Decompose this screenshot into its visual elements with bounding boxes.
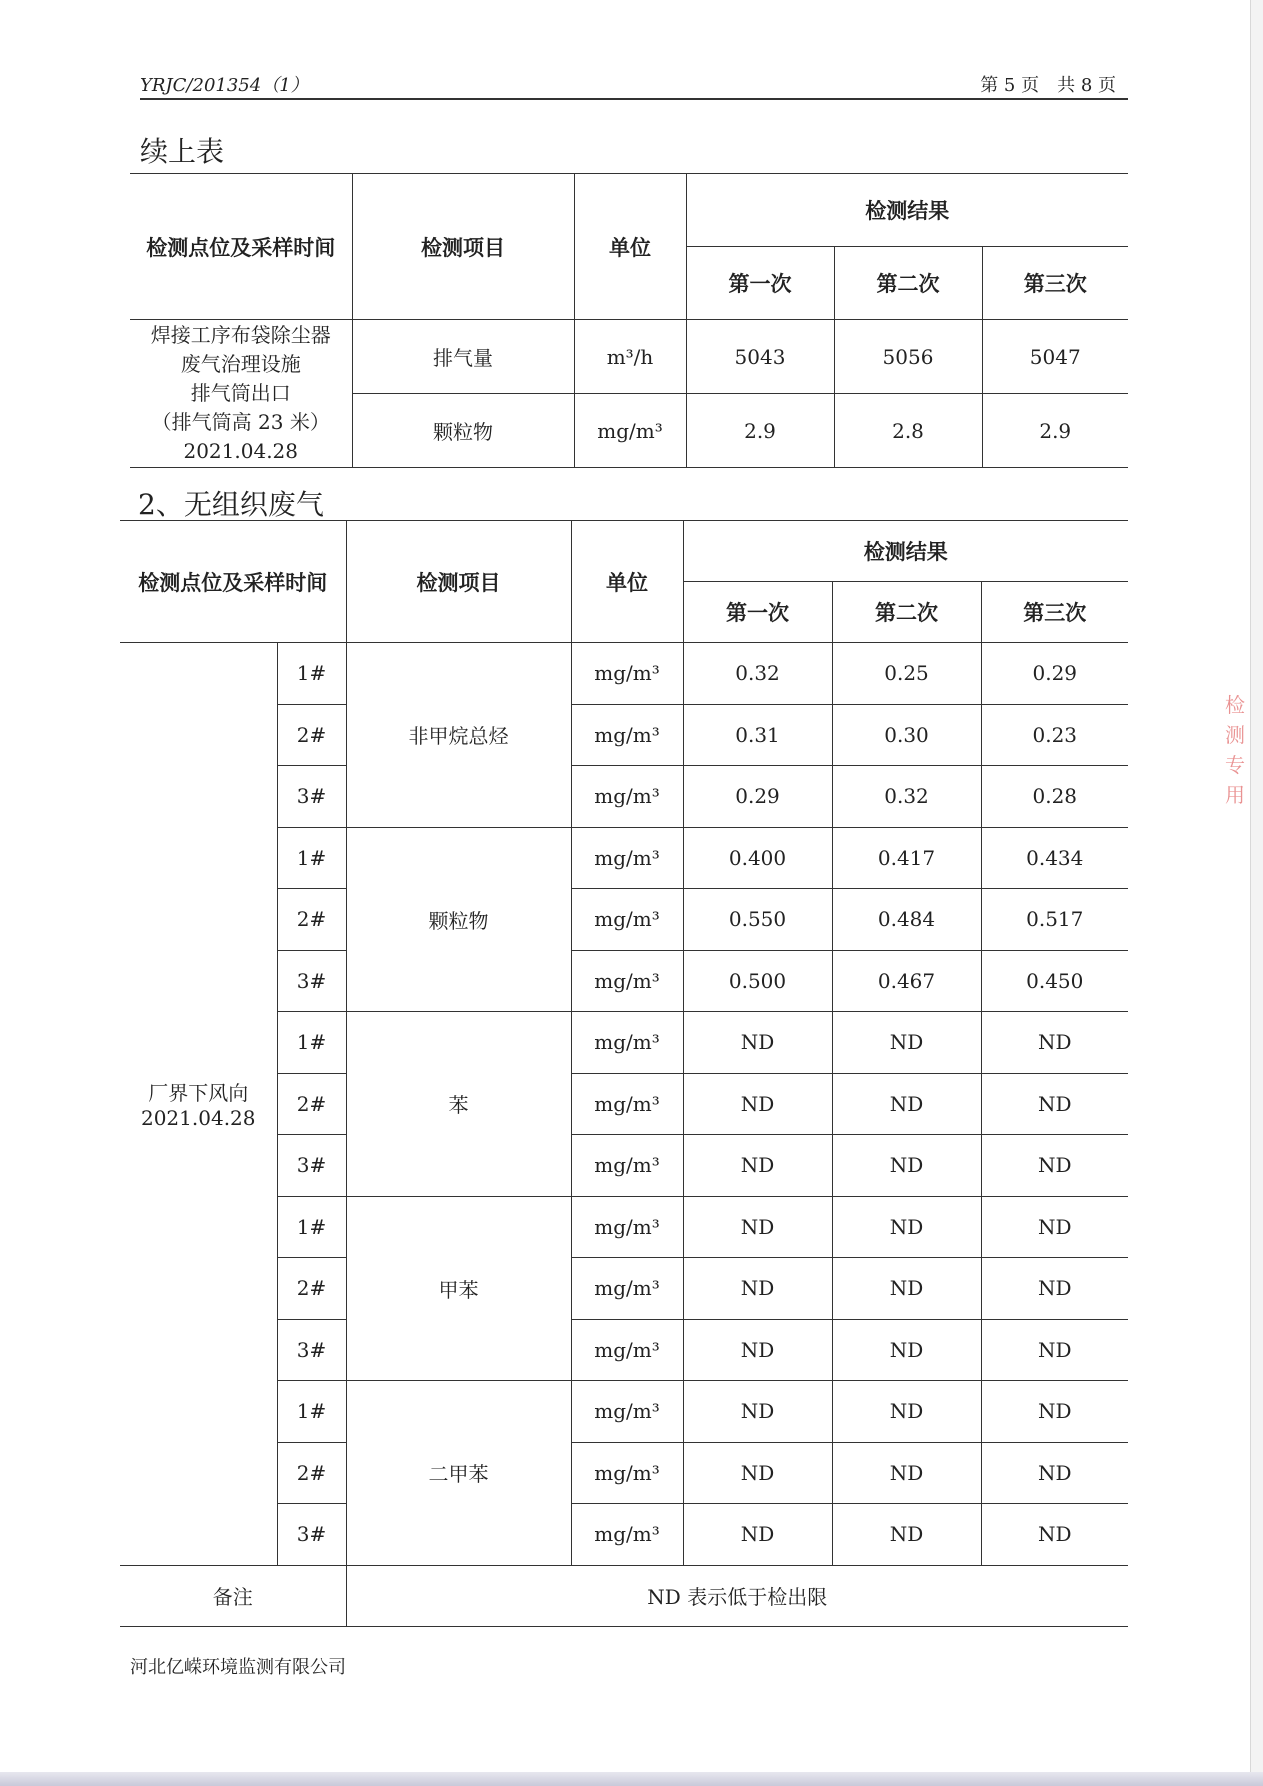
col-header-point: 检测点位及采样时间: [120, 521, 346, 643]
result-cell: ND: [683, 1504, 832, 1566]
result-cell: 0.467: [832, 950, 981, 1012]
result-cell: 2.8: [834, 394, 982, 468]
company-name: 河北亿嵘环境监测有限公司: [130, 1657, 346, 1678]
col-header-second: 第二次: [832, 582, 981, 643]
point-number-cell: 3#: [277, 1135, 346, 1197]
fugitive-emission-table: [120, 520, 1128, 1627]
result-cell: ND: [832, 1012, 981, 1074]
result-cell: 5047: [982, 320, 1128, 394]
col-header-second: 第二次: [834, 247, 982, 320]
unit-cell: mg/m³: [571, 1073, 683, 1135]
page-edge: [1250, 0, 1263, 1786]
result-cell: ND: [832, 1442, 981, 1504]
unit-cell: mg/m³: [571, 1319, 683, 1381]
item-cell: 苯: [346, 1012, 571, 1197]
unit-cell: mg/m³: [571, 704, 683, 766]
result-cell: ND: [832, 1381, 981, 1443]
remark-text: ND 表示低于检出限: [346, 1565, 1128, 1626]
result-cell: ND: [832, 1258, 981, 1320]
table-row: [130, 320, 1128, 394]
unit-cell: mg/m³: [571, 950, 683, 1012]
col-header-first: 第一次: [686, 247, 834, 320]
organized-emission-table: [130, 173, 1128, 468]
result-cell: ND: [832, 1319, 981, 1381]
sampling-location: [130, 320, 352, 468]
result-cell: ND: [981, 1196, 1128, 1258]
item-cell: 排气量: [352, 320, 574, 394]
result-cell: ND: [981, 1073, 1128, 1135]
col-header-point: 检测点位及采样时间: [130, 174, 352, 320]
col-header-first: 第一次: [683, 582, 832, 643]
result-cell: 0.29: [683, 766, 832, 828]
location-line: 排气筒出口: [190, 381, 291, 405]
point-number-cell: 3#: [277, 766, 346, 828]
item-cell: 颗粒物: [352, 394, 574, 468]
col-header-result: 检测结果: [686, 174, 1128, 247]
result-cell: 5056: [834, 320, 982, 394]
result-cell: 0.434: [981, 827, 1128, 889]
point-number-cell: 1#: [277, 643, 346, 705]
result-cell: ND: [981, 1258, 1128, 1320]
result-cell: ND: [683, 1442, 832, 1504]
result-cell: 2.9: [686, 394, 834, 468]
result-cell: 0.31: [683, 704, 832, 766]
result-cell: ND: [981, 1504, 1128, 1566]
result-cell: ND: [683, 1258, 832, 1320]
result-cell: 0.32: [683, 643, 832, 705]
result-cell: 0.500: [683, 950, 832, 1012]
result-cell: 0.23: [981, 704, 1128, 766]
result-cell: 0.450: [981, 950, 1128, 1012]
page-number: 第 5 页 共 8 页: [980, 75, 1116, 96]
result-cell: ND: [683, 1319, 832, 1381]
col-header-result: 检测结果: [683, 521, 1128, 582]
unit-cell: mg/m³: [571, 1258, 683, 1320]
unit-cell: mg/m³: [571, 766, 683, 828]
result-cell: ND: [832, 1135, 981, 1197]
result-cell: 0.517: [981, 889, 1128, 951]
location-line: （排气筒高 23 米）: [151, 410, 330, 434]
result-cell: ND: [981, 1381, 1128, 1443]
point-number-cell: 2#: [277, 889, 346, 951]
col-header-item: 检测项目: [346, 521, 571, 643]
location-line: 2021.04.28: [183, 439, 298, 463]
result-cell: 0.30: [832, 704, 981, 766]
result-cell: ND: [832, 1504, 981, 1566]
result-cell: ND: [683, 1073, 832, 1135]
point-number-cell: 1#: [277, 1196, 346, 1258]
unit-cell: mg/m³: [571, 1381, 683, 1443]
result-cell: 0.28: [981, 766, 1128, 828]
result-cell: 2.9: [982, 394, 1128, 468]
unit-cell: mg/m³: [571, 1196, 683, 1258]
col-header-unit: 单位: [571, 521, 683, 643]
col-header-item: 检测项目: [352, 174, 574, 320]
scan-bottom-strip: [0, 1772, 1263, 1786]
result-cell: 0.25: [832, 643, 981, 705]
result-cell: ND: [981, 1442, 1128, 1504]
result-cell: ND: [981, 1135, 1128, 1197]
location-line: 2021.04.28: [140, 1106, 256, 1131]
result-cell: ND: [981, 1319, 1128, 1381]
result-cell: ND: [832, 1196, 981, 1258]
item-cell: 非甲烷总烃: [346, 643, 571, 828]
unit-cell: mg/m³: [571, 1504, 683, 1566]
point-number-cell: 1#: [277, 827, 346, 889]
sampling-location: [120, 643, 277, 1566]
report-number: YRJC/201354（1）: [140, 75, 309, 96]
location-line: 厂界下风向: [148, 1081, 249, 1106]
result-cell: 0.550: [683, 889, 832, 951]
table-row: [120, 643, 1128, 705]
unit-cell: mg/m³: [571, 827, 683, 889]
seal-stamp-fragment: 检 测 专 用: [1225, 693, 1245, 807]
section-heading-fugitive: 2、无组织废气: [138, 488, 324, 521]
result-cell: 0.484: [832, 889, 981, 951]
item-cell: 甲苯: [346, 1196, 571, 1381]
unit-cell: mg/m³: [574, 394, 686, 468]
result-cell: 0.417: [832, 827, 981, 889]
point-number-cell: 2#: [277, 704, 346, 766]
col-header-third: 第三次: [982, 247, 1128, 320]
result-cell: ND: [683, 1196, 832, 1258]
col-header-unit: 单位: [574, 174, 686, 320]
col-header-third: 第三次: [981, 582, 1128, 643]
point-number-cell: 3#: [277, 1504, 346, 1566]
result-cell: 0.29: [981, 643, 1128, 705]
section-heading-continued: 续上表: [140, 135, 225, 168]
point-number-cell: 2#: [277, 1442, 346, 1504]
page-header: [140, 68, 1128, 100]
remark-row: [120, 1565, 1128, 1626]
point-number-cell: 2#: [277, 1258, 346, 1320]
point-number-cell: 2#: [277, 1073, 346, 1135]
unit-cell: mg/m³: [571, 1135, 683, 1197]
result-cell: 5043: [686, 320, 834, 394]
unit-cell: mg/m³: [571, 1442, 683, 1504]
result-cell: ND: [832, 1073, 981, 1135]
location-line: 焊接工序布袋除尘器: [150, 323, 331, 347]
result-cell: 0.400: [683, 827, 832, 889]
point-number-cell: 3#: [277, 1319, 346, 1381]
point-number-cell: 1#: [277, 1012, 346, 1074]
unit-cell: m³/h: [574, 320, 686, 394]
result-cell: ND: [683, 1012, 832, 1074]
point-number-cell: 1#: [277, 1381, 346, 1443]
unit-cell: mg/m³: [571, 889, 683, 951]
location-line: 废气治理设施: [180, 352, 301, 376]
result-cell: 0.32: [832, 766, 981, 828]
result-cell: ND: [683, 1135, 832, 1197]
item-cell: 二甲苯: [346, 1381, 571, 1566]
result-cell: ND: [683, 1381, 832, 1443]
unit-cell: mg/m³: [571, 1012, 683, 1074]
item-cell: 颗粒物: [346, 827, 571, 1012]
unit-cell: mg/m³: [571, 643, 683, 705]
point-number-cell: 3#: [277, 950, 346, 1012]
result-cell: ND: [981, 1012, 1128, 1074]
remark-label: 备注: [120, 1565, 346, 1626]
